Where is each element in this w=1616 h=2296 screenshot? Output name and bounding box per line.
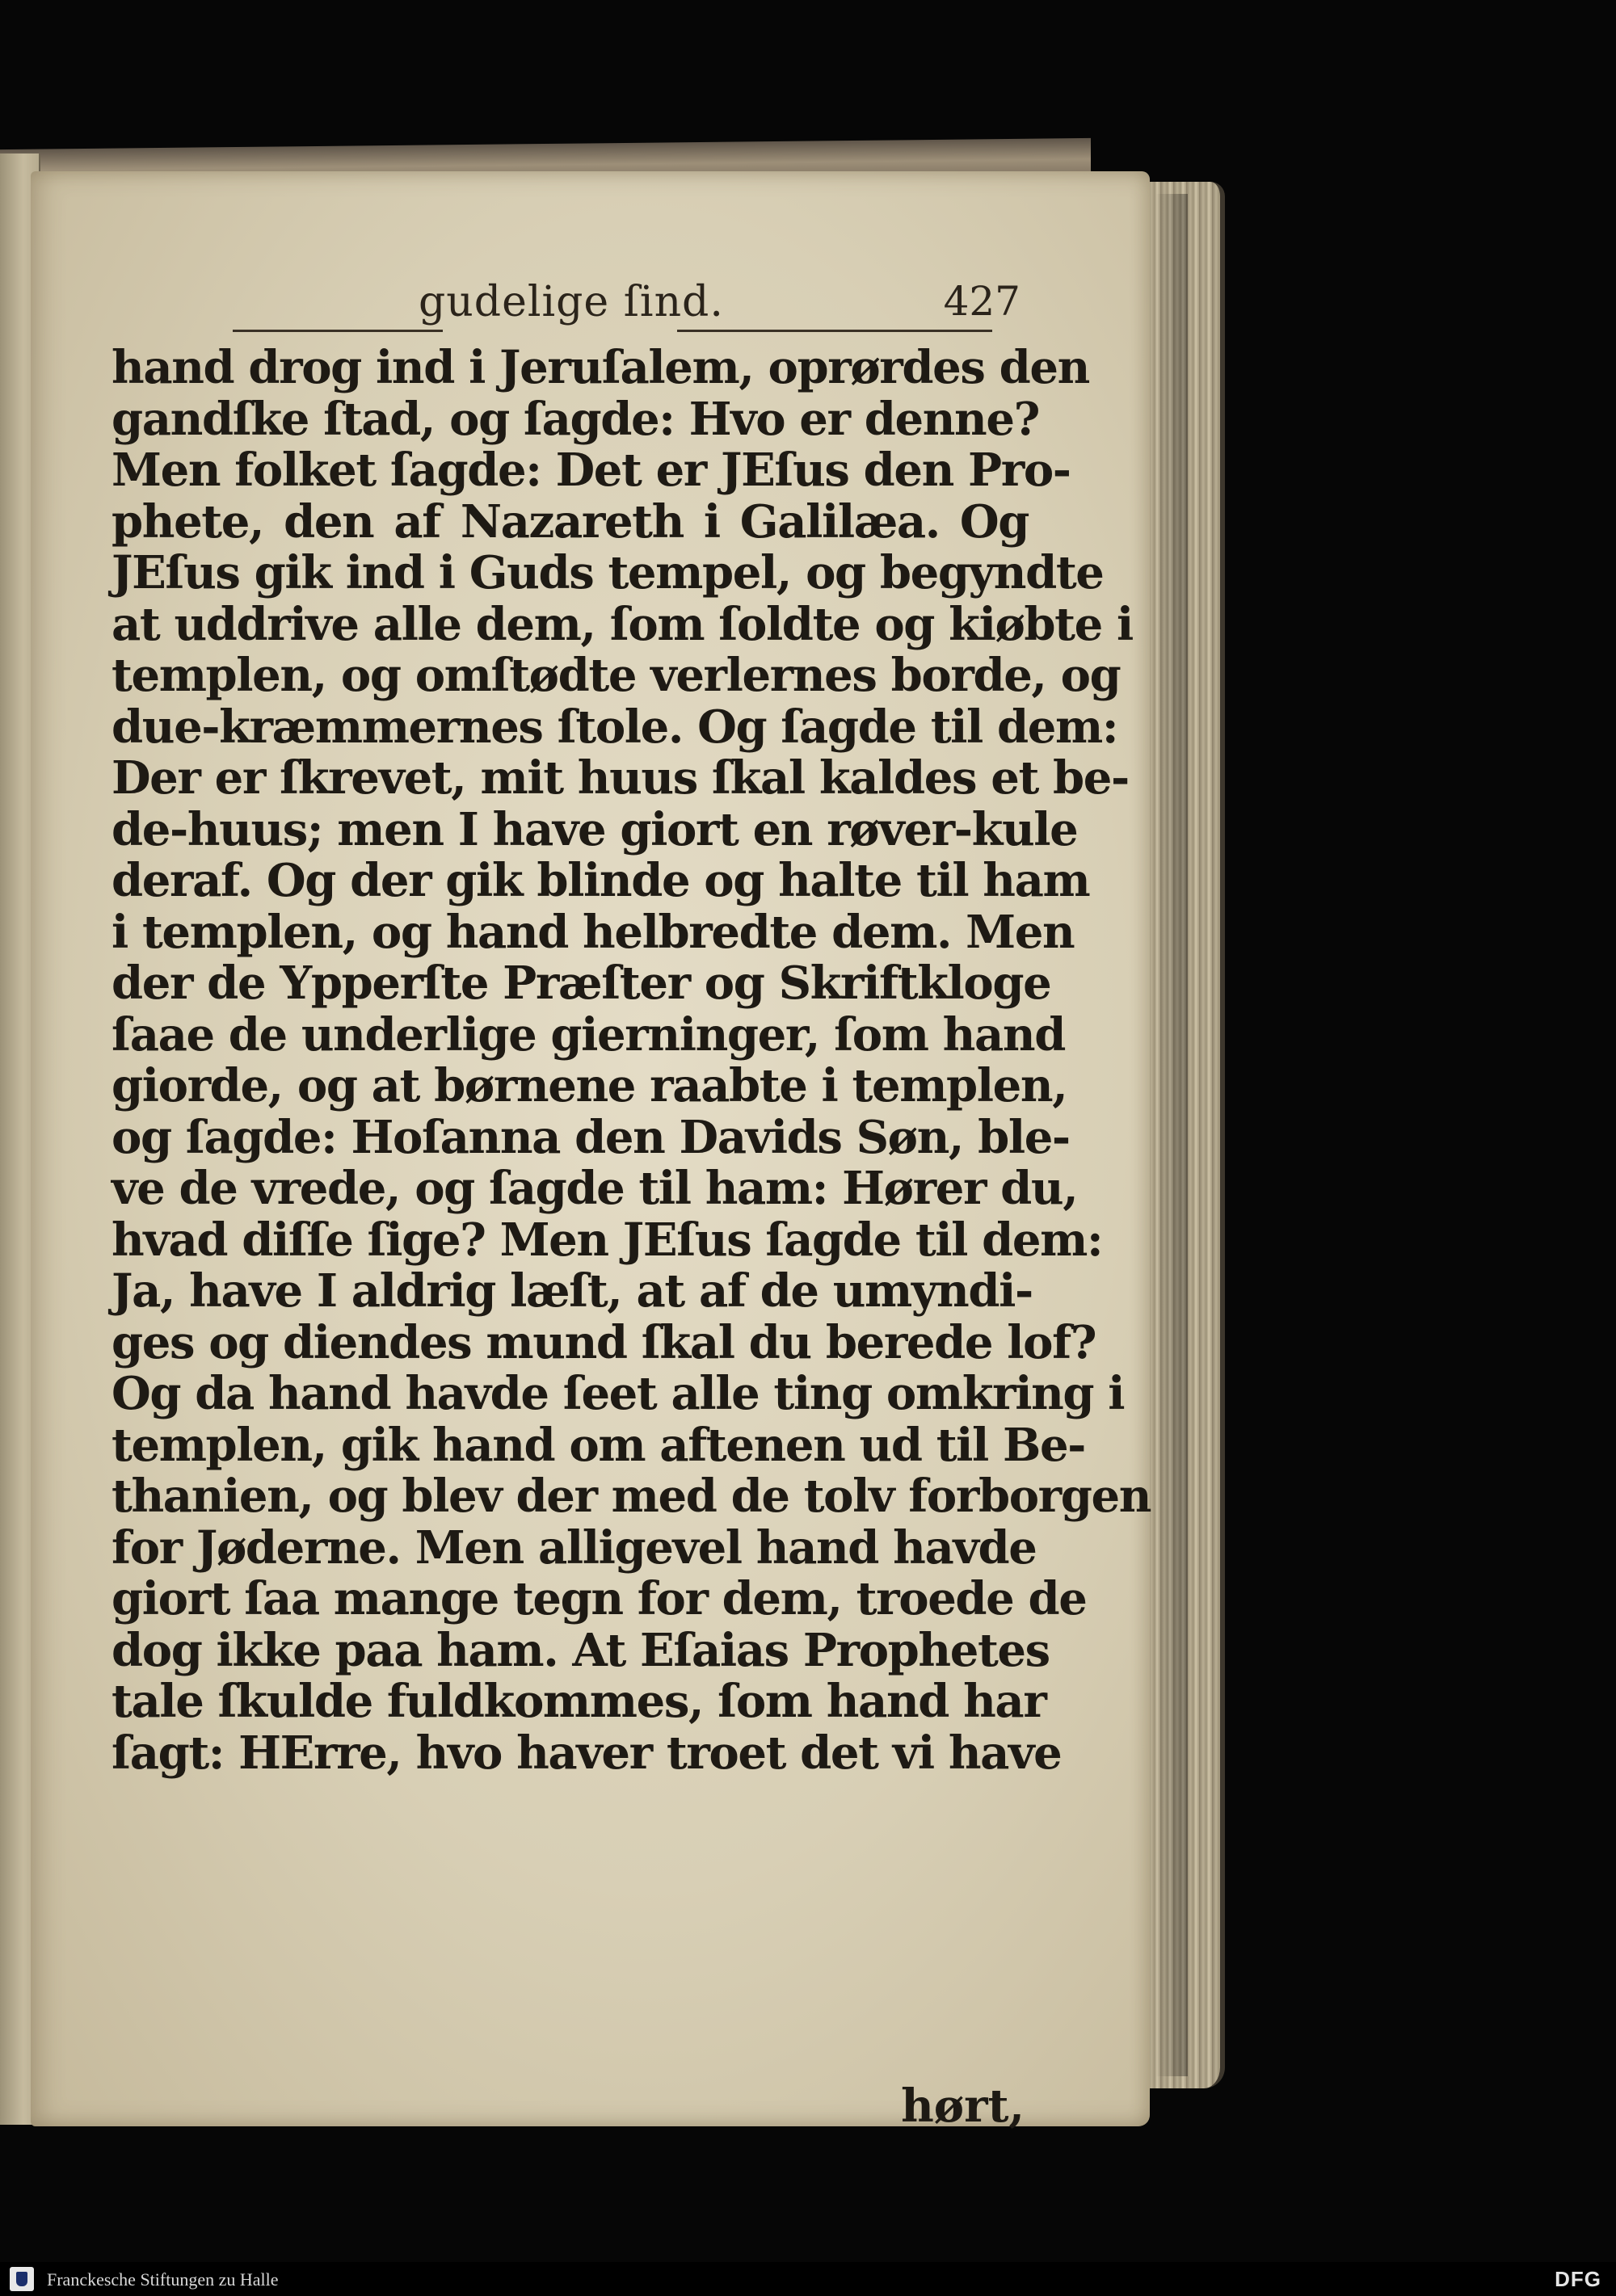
text-line: JEſus gik ind i Guds tempel, og begyndte: [112, 546, 1104, 599]
text-line: Ja, have I aldrig læſt, at af de umyndi-: [112, 1264, 1033, 1318]
page-header: [112, 278, 1021, 334]
edge-shadow: [1155, 194, 1188, 2076]
text-line: i templen, og hand helbredte dem. Men: [112, 905, 1075, 959]
attribution-bar: [0, 2262, 1616, 2296]
body-text: [112, 341, 1151, 1780]
running-head: gudelige ſind.: [419, 278, 724, 326]
text-line: hvad diſſe ſige? Men JEſus ſagde til dem:: [112, 1213, 1103, 1267]
text-line: phete, den af Nazareth i Galilæa. Og: [112, 494, 1029, 549]
catchword: hørt,: [901, 2079, 1025, 2133]
institution-name: Franckesche Stiftungen zu Halle: [47, 2269, 279, 2290]
text-line: og ſagde: Hoſanna den Davids Søn, ble-: [112, 1110, 1070, 1164]
text-line: tale ſkulde fuldkommes, ſom hand har: [112, 1675, 1046, 1728]
institution-logo-icon: [10, 2267, 34, 2291]
text-line: giorde, og at børnene raabte i templen,: [112, 1059, 1067, 1112]
text-line: giort ſaa mange tegn for dem, troede de: [112, 1572, 1087, 1625]
text-line: ſagt: HErre, hvo haver troet det vi have: [112, 1726, 1062, 1780]
text-line: gandſke ſtad, og ſagde: Hvo er denne?: [112, 392, 1039, 446]
text-line: deraf. Og der gik blinde og halte til ham: [112, 854, 1090, 907]
text-line: due-kræmmernes ſtole. Og ſagde til dem:: [112, 700, 1118, 754]
header-rule-right: [677, 330, 992, 332]
text-line: hand drog ind i Jeruſalem, oprørdes den: [112, 341, 1089, 394]
book-page: [31, 171, 1151, 2133]
text-line: for Jøderne. Men alligevel hand havde: [112, 1520, 1037, 1575]
text-line: Og da hand havde ſeet alle ting omkring i: [112, 1367, 1125, 1420]
text-line: de-huus; men I have giort en røver-kule: [112, 802, 1078, 856]
dfg-logo: DFG: [1555, 2267, 1601, 2291]
text-line: templen, og omſtødte verlernes borde, og: [112, 649, 1121, 702]
text-line: dog ikke paa ham. At Eſaias Prophetes: [112, 1623, 1050, 1677]
text-line: der de Ypperſte Præſter og Skriftkloge: [112, 957, 1051, 1010]
text-line: ges og diendes mund ſkal du berede lof?: [112, 1315, 1096, 1369]
header-rule-left: [233, 330, 443, 332]
text-line: at uddrive alle dem, ſom ſoldte og kiøbte i: [112, 597, 1133, 651]
text-line: Der er ſkrevet, mit huus ſkal kaldes et be-: [112, 751, 1129, 805]
page-number: 427: [943, 278, 1021, 325]
text-line: thanien, og blev der med de tolv forborgen: [112, 1470, 1151, 1523]
text-line: templen, gik hand om aftenen ud til Be-: [112, 1418, 1086, 1472]
text-line: ſaae de underlige gierninger, ſom hand: [112, 1007, 1065, 1062]
text-line: Men folket ſagde: Det er JEſus den Pro-: [112, 444, 1071, 497]
text-line: ve de vrede, og ſagde til ham: Hører du,: [112, 1162, 1078, 1215]
